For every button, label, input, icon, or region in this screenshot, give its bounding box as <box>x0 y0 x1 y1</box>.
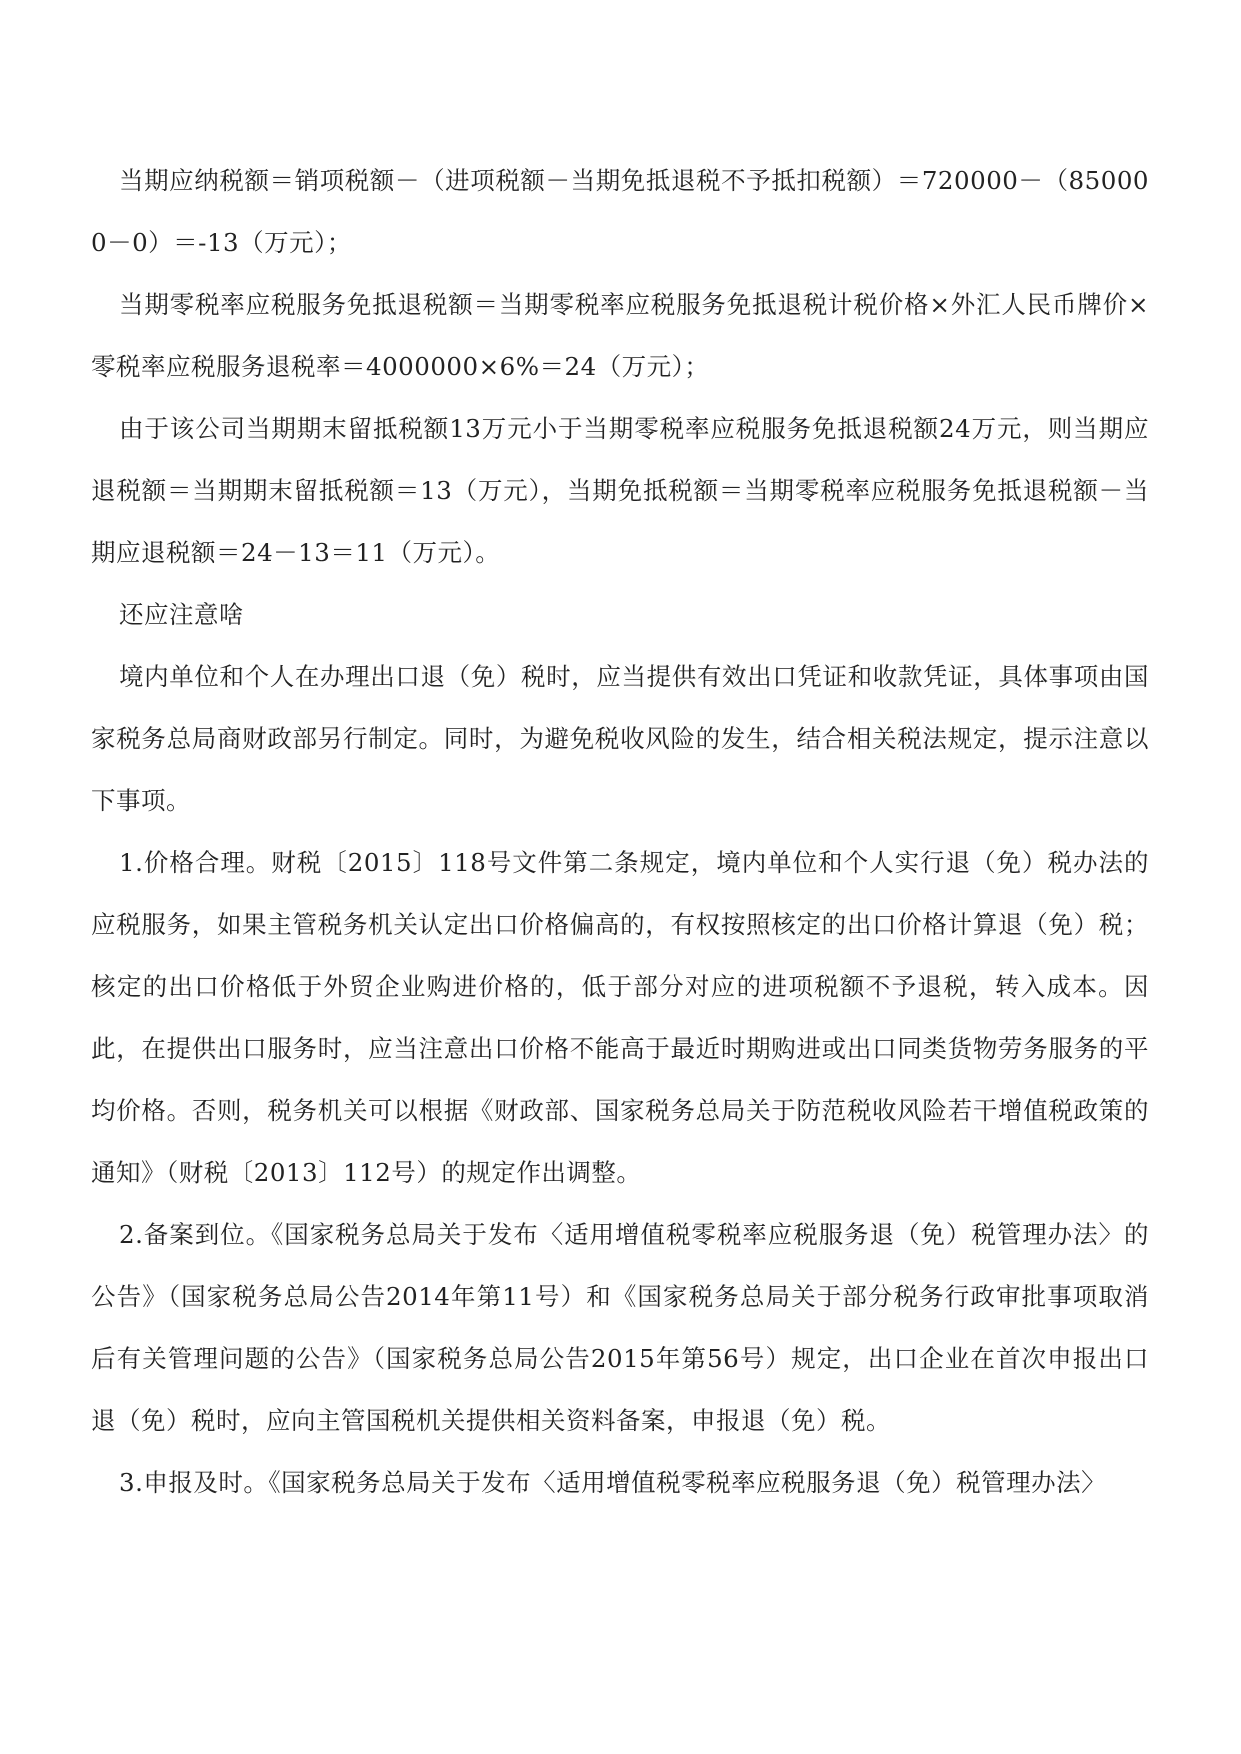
section-heading-notes: 还应注意啥 <box>119 600 244 629</box>
paragraph-export-documents: 境内单位和个人在办理出口退（免）税时，应当提供有效出口凭证和收款凭证，具体事项由国家税务总局商财政部另行制定。同时，为避免税收风险的发生，结合相关税法规定，提示注意以下事项。 <box>91 662 1149 815</box>
paragraph-refund-comparison: 由于该公司当期期末留抵税额13万元小于当期零税率应税服务免抵退税额24万元，则当期应退税额＝当期期末留抵税额＝13（万元），当期免抵税额＝当期零税率应税服务免抵退税额－当期应退税额＝24－13＝11（万元）。 <box>91 414 1149 567</box>
paragraph-filing-in-place: 2.备案到位。《国家税务总局关于发布〈适用增值税零税率应税服务退（免）税管理办法〉的公告》（国家税务总局公告2014年第11号）和《国家税务总局关于部分税务行政审批事项取消后有关管理问题的公告》（国家税务总局公告2015年第56号）规定，出口企业在首次申报出口退（免）税时，应向主管国税机关提供相关资料备案，申报退（免）税。 <box>91 1220 1149 1435</box>
paragraph-reasonable-price: 1.价格合理。财税〔2015〕118号文件第二条规定，境内单位和个人实行退（免）税办法的应税服务，如果主管税务机关认定出口价格偏高的，有权按照核定的出口价格计算退（免）税；核定的出口价格低于外贸企业购进价格的，低于部分对应的进项税额不予退税，转入成本。因此，在提供出口服务时，应当注意出口价格不能高于最近时期购进或出口同类货物劳务服务的平均价格。否则，税务机关可以根据《财政部、国家税务总局关于防范税收风险若干增值税政策的通知》（财税〔2013〕112号）的规定作出调整。 <box>91 848 1149 1187</box>
paragraph-timely-declaration: 3.申报及时。《国家税务总局关于发布〈适用增值税零税率应税服务退（免）税管理办法〉 <box>119 1468 1107 1497</box>
paragraph-exemption-refund-amount: 当期零税率应税服务免抵退税额＝当期零税率应税服务免抵退税计税价格×外汇人民币牌价×零税率应税服务退税率＝4000000×6%＝24（万元）； <box>91 290 1149 381</box>
paragraph-tax-payable-calculation: 当期应纳税额＝销项税额－（进项税额－当期免抵退税不予抵扣税额）＝720000－（850000－0）＝-13（万元）； <box>91 166 1149 257</box>
document-body <box>91 150 1149 1514</box>
